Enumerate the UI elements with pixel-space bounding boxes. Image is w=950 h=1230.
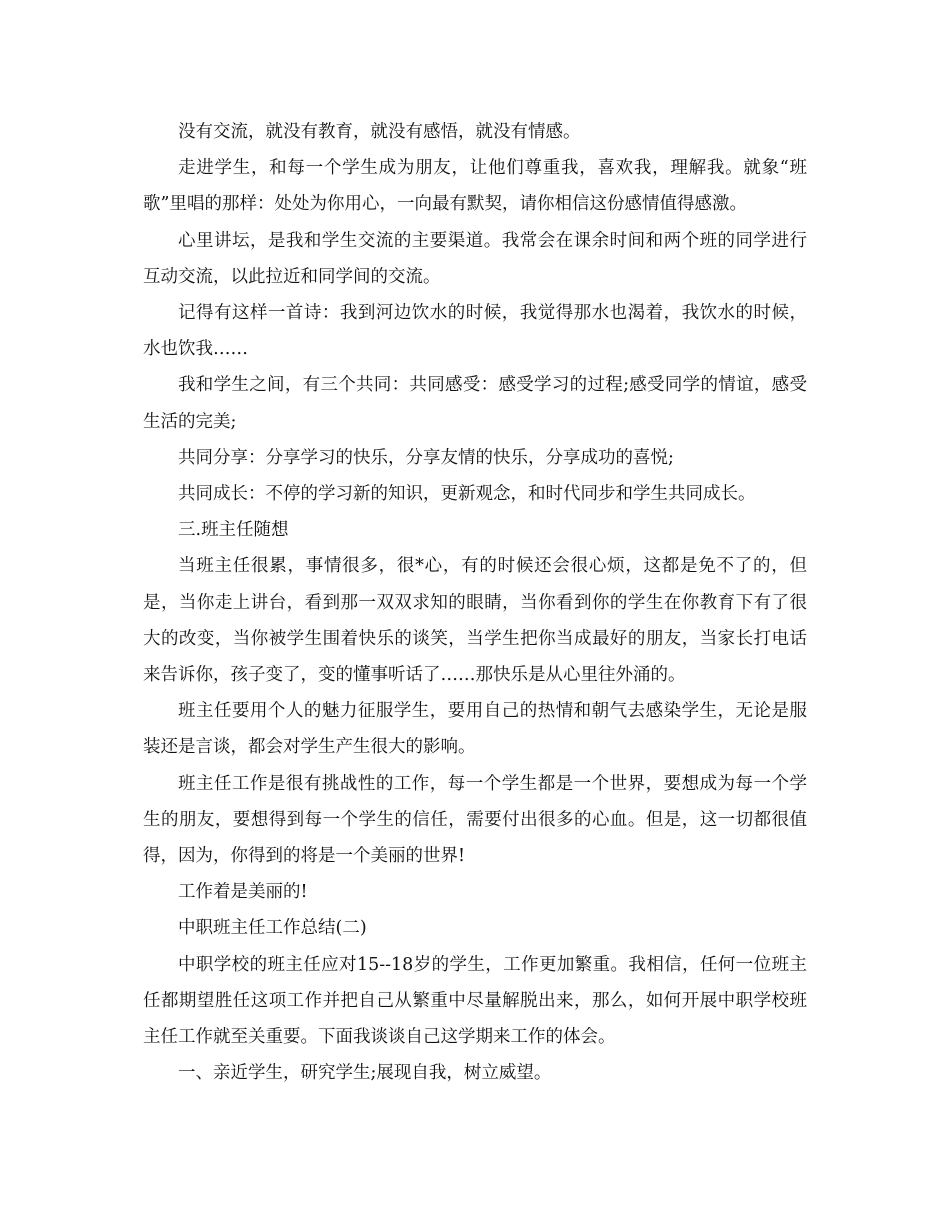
- paragraph-vocational-school: 中职学校的班主任应对15--18岁的学生，工作更加繁重。我相信，任何一位班主任都期望胜任这项工作并把自己从繁重中尽量解脱出来，那么，如何开展中职学校班主任工作就至关重要。下面我谈谈自己这学期来工作的体会。: [143, 954, 807, 1048]
- document-body: [143, 114, 807, 1091]
- paragraph-head-teacher-tired: 当班主任很累，事情很多，很*心，有的时候还会很心烦，这都是免不了的，但是，当你走上讲台，看到那一双双求知的眼睛，当你看到你的学生在你教育下有了很大的改变，当你被学生围着快乐的谈笑，当学生把你当成最好的朋友，当家长打电话来告诉你，孩子变了，变的懂事听话了……那快乐是从心里往外涌的。: [143, 556, 807, 686]
- paragraph-common-sharing: 共同分享：分享学习的快乐，分享友情的快乐，分享成功的喜悦;: [178, 447, 674, 468]
- section-heading-reflections: 三.班主任随想: [178, 520, 289, 541]
- paragraph-personal-charm: 班主任要用个人的魅力征服学生，要用自己的热情和朝气去感染学生，无论是服装还是言谈，都会对学生产生很大的影响。: [143, 701, 807, 758]
- paragraph-no-communication: 没有交流，就没有教育，就没有感悟，就没有情感。: [178, 122, 581, 142]
- section-heading-summary-two: 中职班主任工作总结(二): [178, 918, 367, 939]
- paragraph-poem: 记得有这样一首诗：我到河边饮水的时候，我觉得那水也渴着，我饮水的时候，水也饮我……: [143, 303, 807, 360]
- paragraph-work-is-beautiful: 工作着是美丽的!: [178, 882, 308, 903]
- section-heading-approach: 一、亲近学生，研究学生;展现自我，树立威望。: [178, 1063, 552, 1084]
- paragraph-heart-forum: 心里讲坛，是我和学生交流的主要渠道。我常会在课余时间和两个班的同学进行互动交流，以此拉近和同学间的交流。: [143, 230, 807, 287]
- paragraph-three-commons: 我和学生之间，有三个共同：共同感受：感受学习的过程;感受同学的情谊，感受生活的完美;: [143, 375, 807, 432]
- paragraph-common-growth: 共同成长：不停的学习新的知识，更新观念，和时代同步和学生共同成长。: [178, 484, 756, 505]
- paragraph-approach-students: 走进学生，和每一个学生成为朋友，让他们尊重我，喜欢我，理解我。就象“班歌”里唱的那样：处处为你用心，一向最有默契，请你相信这份感情值得感激。: [143, 158, 807, 215]
- paragraph-challenge: 班主任工作是很有挑战性的工作，每一个学生都是一个世界，要想成为每一个学生的朋友，要想得到每一个学生的信任，需要付出很多的心血。但是，这一切都很值得，因为，你得到的将是一个美丽的世界!: [143, 773, 807, 867]
